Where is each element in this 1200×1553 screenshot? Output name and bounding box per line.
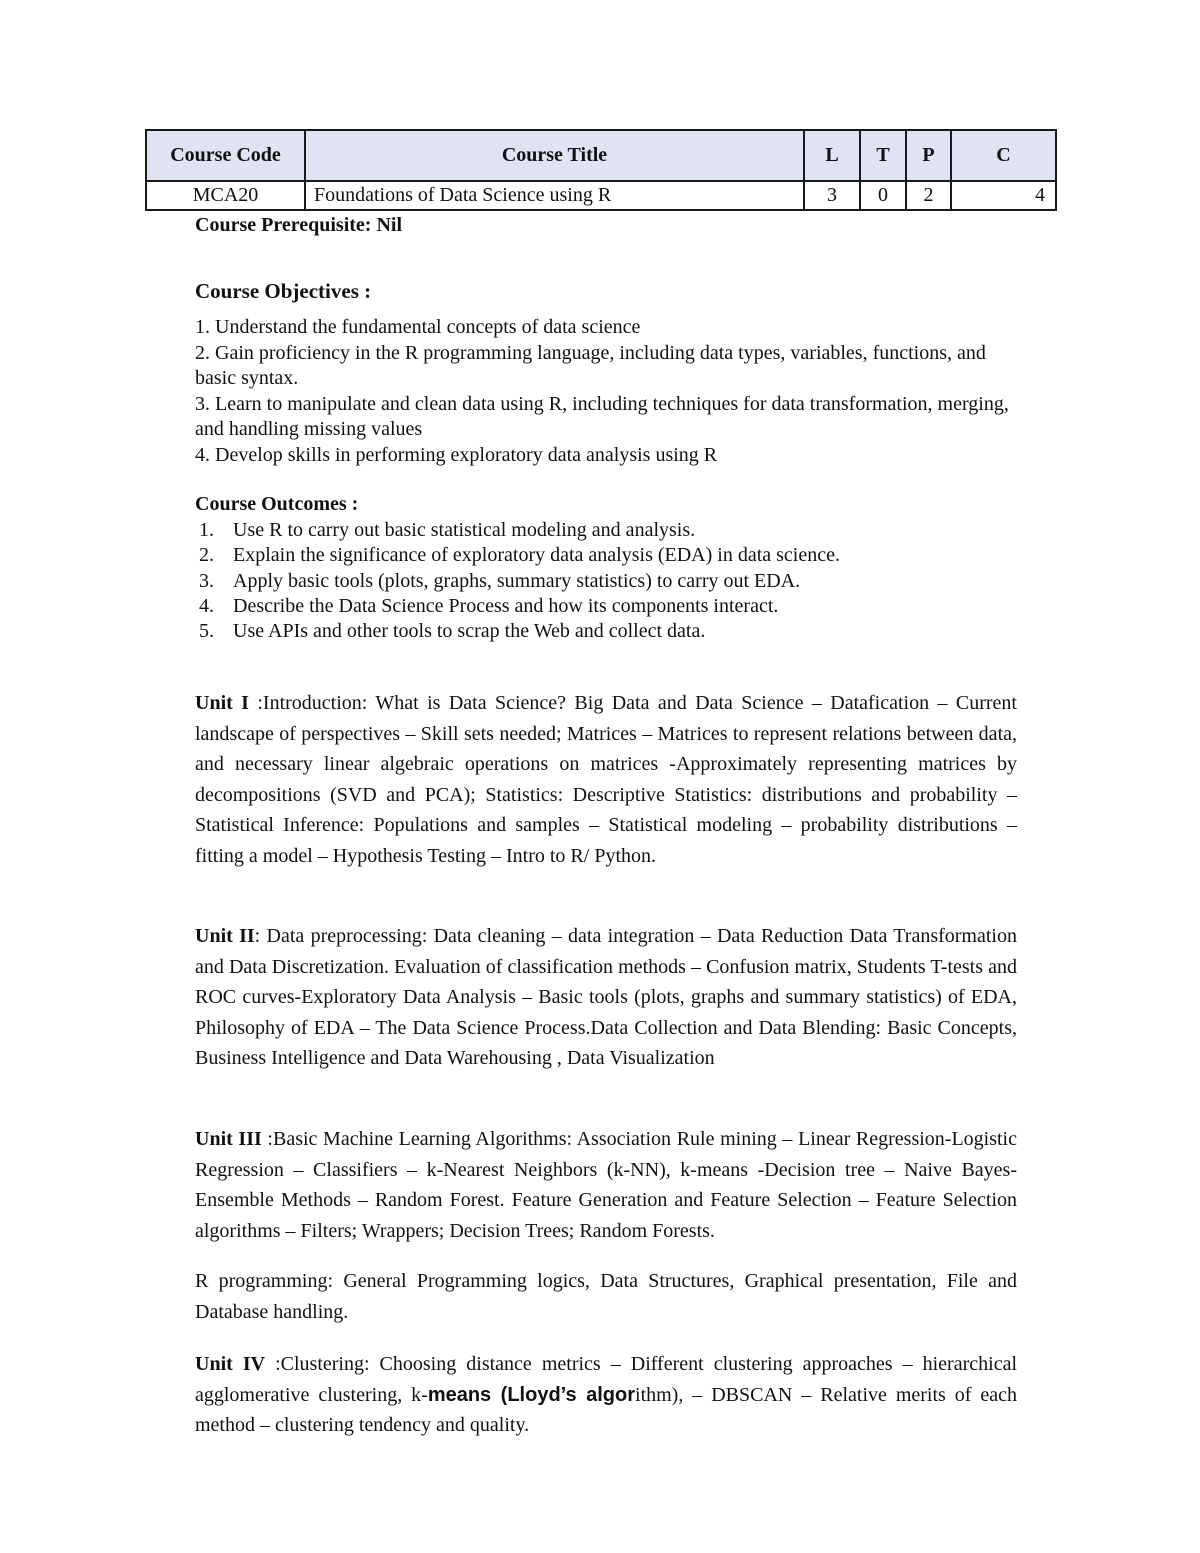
objectives-list (195, 315, 1017, 468)
unit-4-paragraph (195, 1349, 1017, 1441)
list-number: 1. (199, 519, 214, 541)
list-text: Apply basic tools (plots, graphs, summary statistics) to carry out EDA. (233, 569, 801, 592)
header-c: C (951, 130, 1056, 181)
list-item (195, 569, 1017, 594)
unit-1-label: Unit I (195, 692, 249, 714)
outcomes-list (195, 518, 1017, 644)
list-text: Use APIs and other tools to scrap the Web and collect data. (233, 620, 706, 643)
unit-3-paragraph (195, 1124, 1017, 1246)
list-text: Describe the Data Science Process and how its components interact. (233, 594, 779, 617)
header-course-code: Course Code (146, 130, 305, 181)
cell-course-code: MCA20 (146, 181, 305, 210)
course-prerequisite: Course Prerequisite: Nil (195, 214, 403, 236)
list-item: 1. Understand the fundamental concepts of data science (195, 316, 641, 338)
course-table (145, 129, 1057, 211)
list-text: Use R to carry out basic statistical modeling and analysis. (233, 519, 696, 541)
unit-3-label: Unit III (195, 1128, 262, 1150)
objectives-heading: Course Objectives : (195, 279, 372, 303)
unit-2-label: Unit II (195, 925, 255, 947)
unit-4-text-before: :Clustering: Choosing distance metrics – Different clustering approaches – hierarchical agglomerative clustering, k- (195, 1353, 1017, 1406)
unit-3-text: :Basic Machine Learning Algorithms: Association Rule mining – Linear Regression-Logistic Regression – Classifiers – k-Nearest Neighbors (k-NN), k-means -Decision tree – Naive Bayes- Ensemble Methods – Random Forest. Feature Generation and Feature Selection – Feature Selection algorithms – Filters; Wrappers; Decision Trees; Random Forests. (195, 1128, 1017, 1242)
list-item (195, 543, 1017, 568)
cell-p: 2 (906, 181, 951, 210)
list-item (195, 518, 1017, 543)
cell-course-title: Foundations of Data Science using R (305, 181, 804, 210)
list-text: Explain the significance of exploratory data analysis (EDA) in data science. (233, 544, 840, 567)
unit-2-paragraph (195, 921, 1017, 1074)
list-number: 2. (199, 544, 214, 567)
list-item: 2. Gain proficiency in the R programming language, including data types, variables, functions, and basic syntax. (195, 341, 986, 389)
list-item (195, 594, 1017, 619)
unit-4-label: Unit IV (195, 1353, 266, 1375)
r-programming-paragraph: R programming: General Programming logics, Data Structures, Graphical presentation, File and Database handling. (195, 1270, 1017, 1323)
table-row (146, 181, 1056, 210)
header-t: T (860, 130, 906, 181)
outcomes-heading: Course Outcomes : (195, 493, 359, 515)
header-course-title: Course Title (305, 130, 804, 181)
unit-1-text: :Introduction: What is Data Science? Big Data and Data Science – Datafication – Current landscape of perspectives – Skill sets needed; Matrices – Matrices to represent relations between data, and necessary linear algebraic operations on matrices -Approximately representing matrices by decompositions (SVD and PCA); Statistics: Descriptive Statistics: distributions and probability – Statistical Inference: Populations and samples – Statistical modeling – probability distributions – fitting a model – Hypothesis Testing – Intro to R/ Python. (195, 692, 1017, 867)
cell-l: 3 (804, 181, 860, 210)
unit-4-text-after: ithm), – DBSCAN – Relative merits of each method – clustering tendency and quality. (195, 1383, 1018, 1436)
list-item (195, 619, 1017, 644)
list-number: 4. (199, 594, 214, 617)
list-number: 3. (199, 569, 214, 592)
list-item: 4. Develop skills in performing exploratory data analysis using R (195, 443, 718, 466)
table-header-row (146, 130, 1056, 181)
header-l: L (804, 130, 860, 181)
list-item: 3. Learn to manipulate and clean data using R, including techniques for data transformation, merging, and handling missing values (195, 392, 1009, 440)
header-p: P (906, 130, 951, 181)
list-number: 5. (199, 620, 214, 643)
unit-4-highlight: means (Lloyd’s algor (427, 1383, 636, 1406)
cell-t: 0 (860, 181, 906, 210)
unit-1-paragraph (195, 688, 1017, 871)
unit-2-text: : Data preprocessing: Data cleaning – data integration – Data Reduction Data Transformation and Data Discretization. Evaluation of classification methods – Confusion matrix, Students T-tests and ROC curves-Exploratory Data Analysis – Basic tools (plots, graphs and summary statistics) of EDA, Philosophy of EDA – The Data Science Process.Data Collection and Data Blending: Basic Concepts, Business Intelligence and Data Warehousing , Data Visualization (195, 925, 1017, 1069)
cell-c: 4 (951, 181, 1056, 210)
